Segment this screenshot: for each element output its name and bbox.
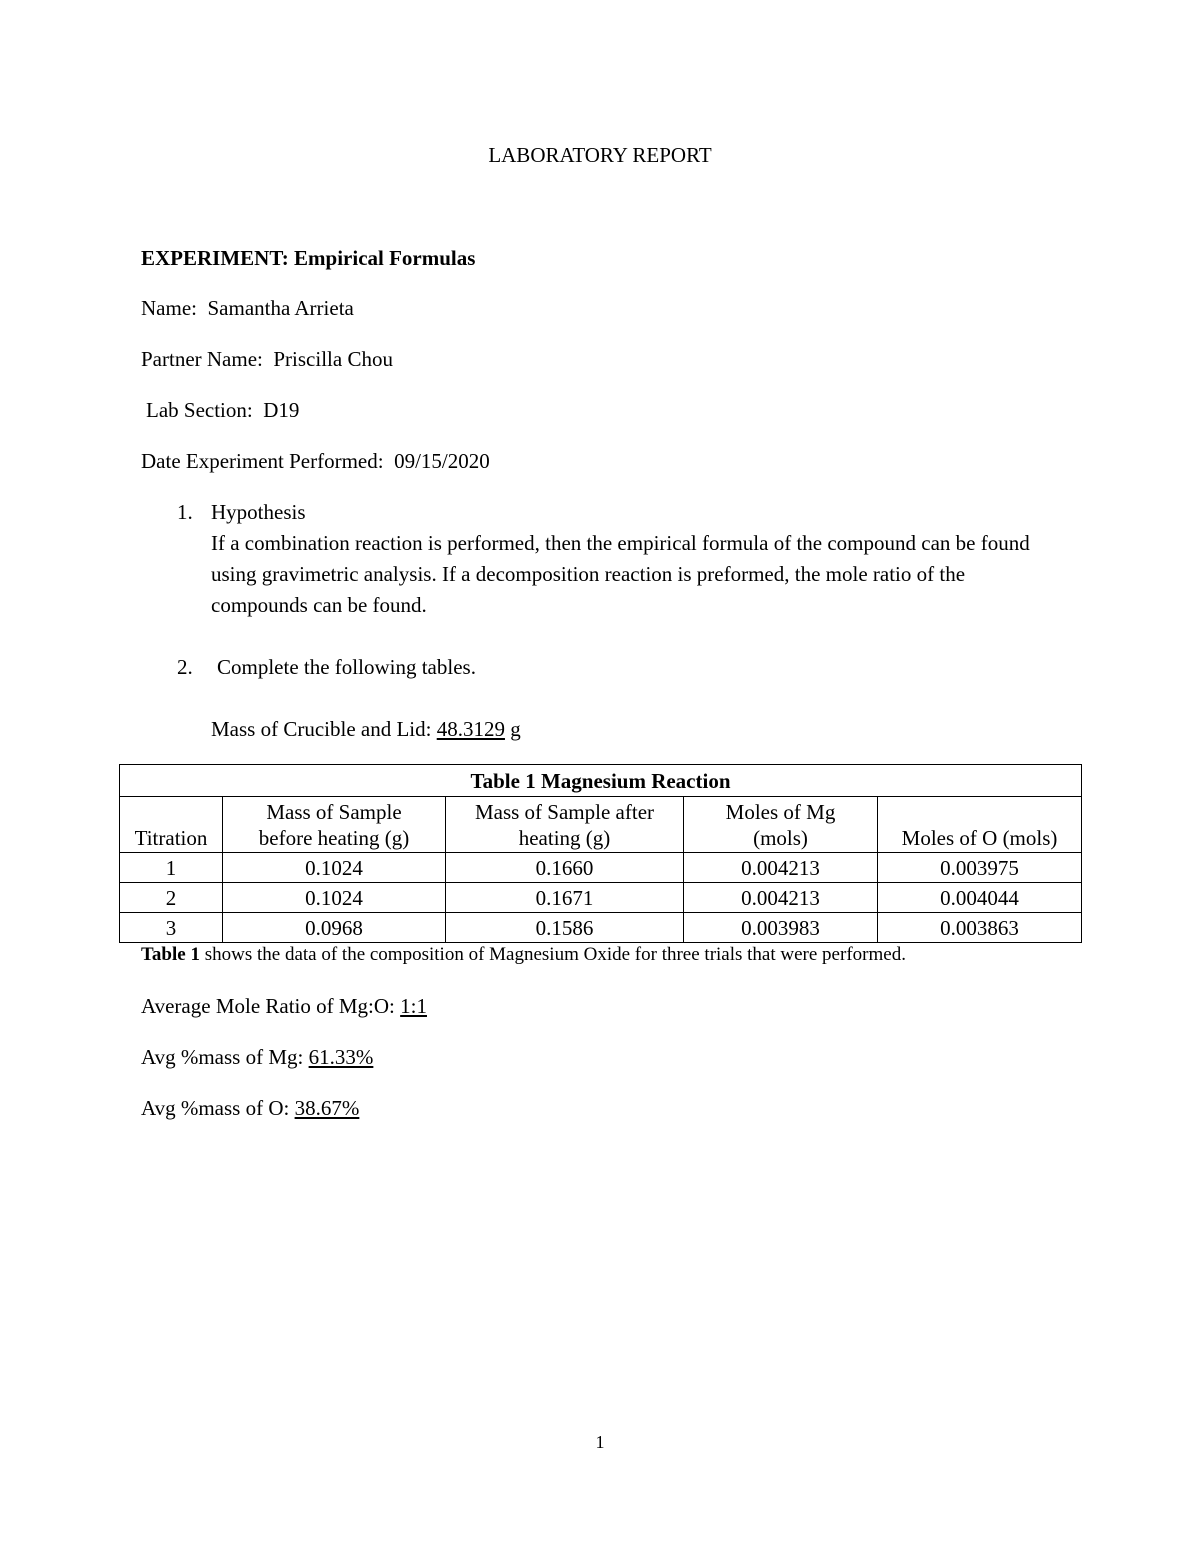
col-header-mass-before: Mass of Sample before heating (g) [223,797,446,853]
mole-ratio-value: 1:1 [400,994,427,1018]
date-line [141,449,490,474]
mg-mass-line [141,1045,373,1070]
col-header-mass-after: Mass of Sample after heating (g) [446,797,684,853]
partner-value: Priscilla Chou [273,347,393,371]
section-line [146,398,299,423]
col-header-moles-mg: Moles of Mg (mols) [684,797,878,853]
name-line [141,296,354,321]
page-number: 1 [595,1432,605,1452]
q1-heading: Hypothesis [211,500,306,524]
cell-moles-mg: 0.004213 [684,853,878,883]
cell-mass-before: 0.1024 [223,853,446,883]
cell-moles-o: 0.003863 [878,913,1082,943]
crucible-line [211,717,521,742]
table-caption: Table 1 Magnesium Reaction [120,765,1082,797]
col-header-moles-o: Moles of O (mols) [878,797,1082,853]
cell-mass-after: 0.1660 [446,853,684,883]
cell-mass-before: 0.0968 [223,913,446,943]
o-mass-label: Avg %mass of O: [141,1096,290,1120]
cell-mass-before: 0.1024 [223,883,446,913]
cell-moles-o: 0.003975 [878,853,1082,883]
date-label: Date Experiment Performed: [141,449,384,473]
table-note-ref: Table 1 [141,944,200,965]
mole-ratio-label: Average Mole Ratio of Mg:O: [141,994,395,1018]
table-row [120,853,1082,883]
cell-titration: 3 [120,913,223,943]
date-value: 09/15/2020 [394,449,490,473]
mg-mass-label: Avg %mass of Mg: [141,1045,304,1069]
crucible-unit: g [510,717,521,741]
table-header-row [120,797,1082,853]
cell-titration: 1 [120,853,223,883]
cell-moles-mg: 0.003983 [684,913,878,943]
experiment-value: Empirical Formulas [294,246,476,270]
table-row [120,913,1082,943]
cell-moles-o: 0.004044 [878,883,1082,913]
partner-label: Partner Name: [141,347,263,371]
table-note-text: shows the data of the composition of Magnesium Oxide for three trials that were performed. [199,944,906,965]
q2-number: 2. [177,655,193,679]
q1-number: 1. [177,500,193,524]
mole-ratio-line [141,994,427,1019]
cell-moles-mg: 0.004213 [684,883,878,913]
hypothesis-text: If a combination reaction is performed, then the empirical formula of the compound can be found using gravimetric analysis. If a decomposition reaction is preformed, the mole ratio of the compounds can be found. [211,531,1030,617]
section-value: D19 [263,398,300,422]
crucible-label: Mass of Crucible and Lid: [211,717,432,741]
cell-mass-after: 0.1586 [446,913,684,943]
section-label: Lab Section: [146,398,253,422]
table-note [141,944,906,966]
q2-heading: Complete the following tables. [217,655,476,679]
partner-line [141,347,393,372]
mg-mass-value: 61.33% [308,1045,374,1069]
table-row [120,883,1082,913]
o-mass-value: 38.67% [294,1096,360,1120]
experiment-label: EXPERIMENT: [141,246,289,270]
experiment-line [141,246,475,271]
name-value: Samantha Arrieta [207,296,354,320]
o-mass-line [141,1096,359,1121]
cell-titration: 2 [120,883,223,913]
magnesium-table [119,764,1082,943]
report-title: LABORATORY REPORT [488,143,712,167]
cell-mass-after: 0.1671 [446,883,684,913]
crucible-value: 48.3129 [436,717,505,741]
col-header-titration: Titration [120,797,223,853]
name-label: Name: [141,296,197,320]
